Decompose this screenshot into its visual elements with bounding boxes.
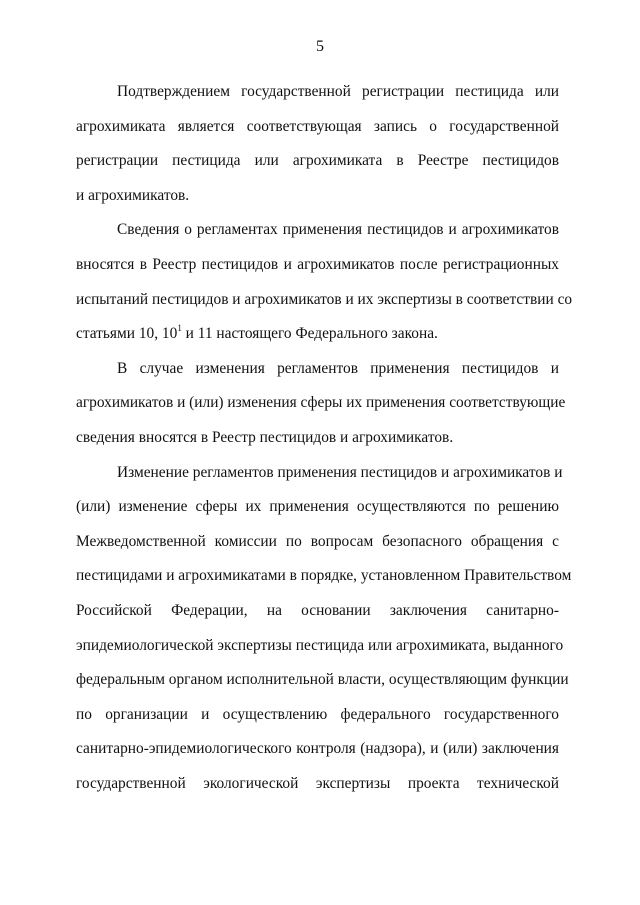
paragraph-changes-case bbox=[76, 352, 566, 456]
text-line: агрохимикатов и (или) изменения сферы их применения соответствующие bbox=[76, 394, 566, 412]
text-line: вносятся в Реестр пестицидов и агрохимикатов после регистрационных bbox=[76, 255, 559, 273]
text-fragment: и 11 настоящего Федерального закона. bbox=[181, 325, 438, 343]
text-line: пестицидами и агрохимикатами в порядке, установленном Правительством bbox=[76, 567, 572, 585]
paragraph-changes-procedure bbox=[76, 456, 572, 802]
text-line bbox=[76, 317, 559, 352]
text-line: Межведомственной комиссии по вопросам безопасного обращения с bbox=[76, 532, 559, 550]
text-line: эпидемиологической экспертизы пестицида или агрохимиката, выданного bbox=[76, 636, 564, 654]
text-line: и агрохимикатов. bbox=[76, 186, 190, 204]
text-line: сведения вносятся в Реестр пестицидов и агрохимикатов. bbox=[76, 428, 454, 446]
text-line: агрохимиката является соответствующая запись о государственной bbox=[76, 117, 559, 135]
text-line: санитарно-эпидемиологического контроля (надзора), и (или) заключения bbox=[76, 740, 559, 758]
text-line: федеральным органом исполнительной власти, осуществляющим функции bbox=[76, 671, 569, 689]
paragraph-regulations-info bbox=[76, 213, 573, 351]
text-line: Сведения о регламентах применения пестицидов и агрохимикатов bbox=[117, 221, 559, 239]
text-line: регистрации пестицида или агрохимиката в Реестре пестицидов bbox=[76, 152, 559, 170]
text-fragment: статьями 10, 10 bbox=[76, 325, 178, 343]
text-line: по организации и осуществлению федерального государственного bbox=[76, 705, 559, 723]
superscript: 1 bbox=[177, 323, 182, 334]
text-line: испытаний пестицидов и агрохимикатов и их экспертизы в соответствии со bbox=[76, 290, 573, 308]
page-number: 5 bbox=[316, 38, 324, 55]
text-line: Подтверждением государственной регистрации пестицида или bbox=[117, 83, 559, 100]
text-line: В случае изменения регламентов применения пестицидов и bbox=[117, 359, 559, 377]
document-body bbox=[76, 75, 573, 801]
text-line: государственной экологической экспертизы проекта технической bbox=[76, 774, 559, 792]
paragraph-registration-confirmation bbox=[76, 75, 559, 213]
text-line: Изменение регламентов применения пестицидов и агрохимикатов и bbox=[117, 463, 563, 481]
text-line: Российской Федерации, на основании заключения санитарно- bbox=[76, 601, 559, 619]
text-line: (или) изменение сферы их применения осуществляются по решению bbox=[76, 498, 559, 516]
